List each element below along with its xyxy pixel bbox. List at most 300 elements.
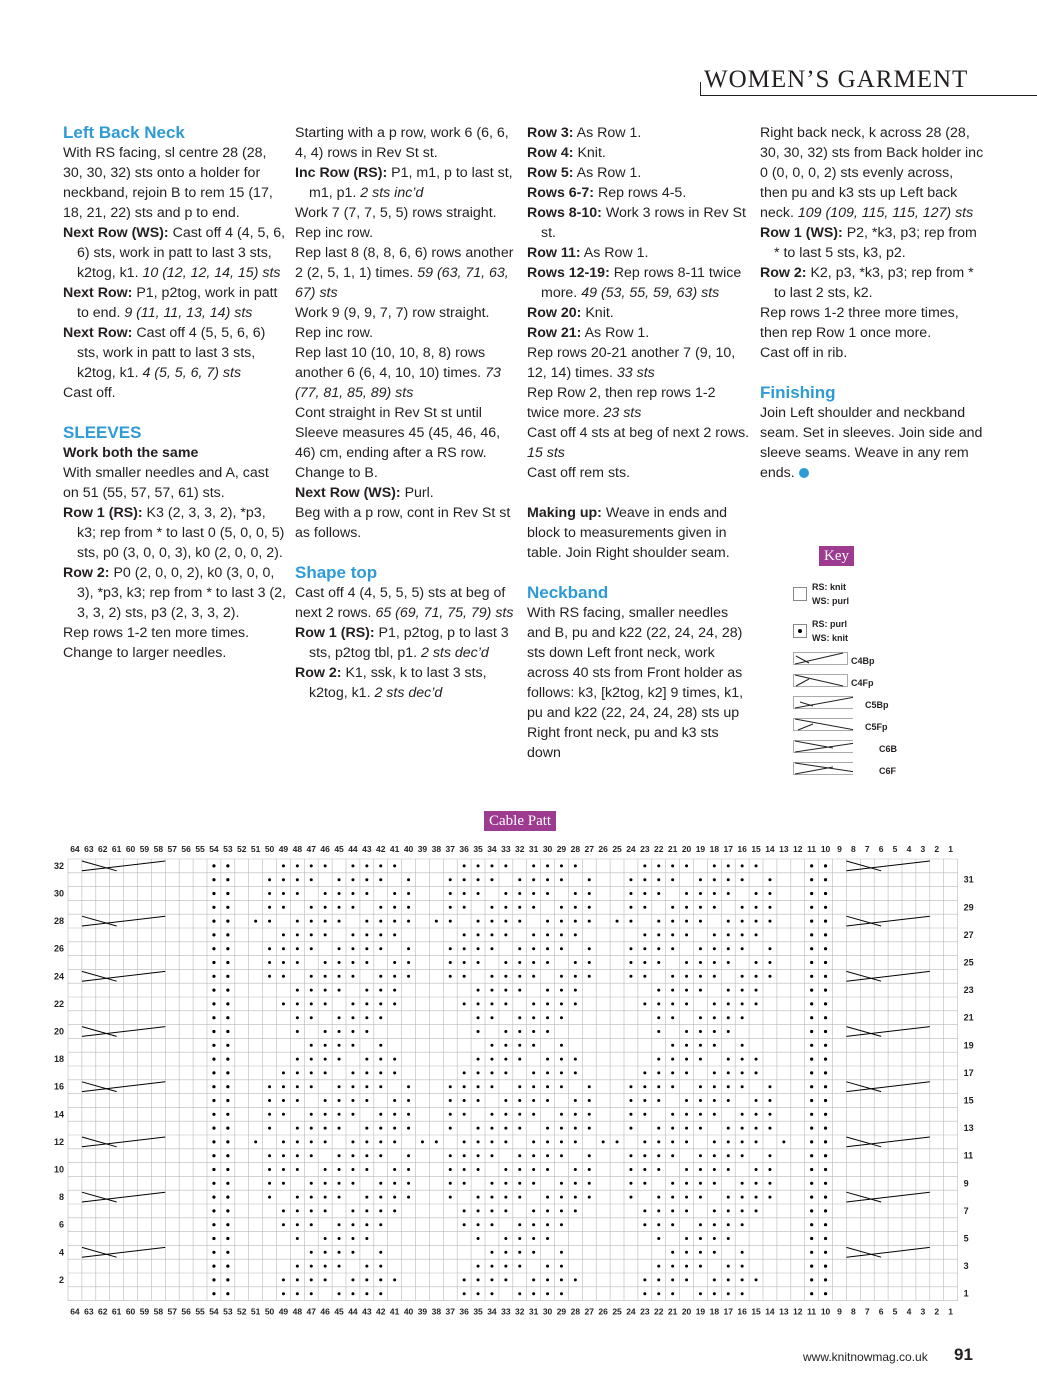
purl-dot <box>463 1085 466 1088</box>
chart-row-label-left: 14 <box>53 1109 64 1120</box>
purl-dot <box>338 1182 341 1185</box>
purl-dot <box>810 1127 813 1130</box>
purl-dot <box>810 1251 813 1254</box>
purl-dot <box>727 920 730 923</box>
purl-dot <box>324 892 327 895</box>
purl-dot <box>212 906 215 909</box>
purl-dot <box>713 864 716 867</box>
purl-dot <box>463 947 466 950</box>
purl-dot <box>546 961 549 964</box>
chart-col-label-bottom: 12 <box>793 1306 803 1317</box>
purl-dot <box>490 975 493 978</box>
purl-dot <box>685 1209 688 1212</box>
purl-dot <box>490 1251 493 1254</box>
purl-dot <box>351 1002 354 1005</box>
chart-col-label-bottom: 58 <box>153 1306 164 1317</box>
purl-dot <box>379 1154 382 1157</box>
purl-dot <box>351 1071 354 1074</box>
purl-dot <box>282 1223 285 1226</box>
purl-dot <box>351 1223 354 1226</box>
purl-dot <box>365 1265 368 1268</box>
purl-dot <box>685 1265 688 1268</box>
chart-col-label-bottom: 33 <box>501 1306 511 1317</box>
purl-dot <box>560 1278 563 1281</box>
cable-cross <box>846 1137 881 1147</box>
purl-dot <box>324 1265 327 1268</box>
purl-dot <box>393 961 396 964</box>
purl-dot <box>560 864 563 867</box>
purl-dot <box>226 1251 229 1254</box>
purl-dot <box>351 1044 354 1047</box>
chart-row-label-right: 3 <box>963 1261 969 1272</box>
chart-col-label-bottom: 8 <box>850 1306 856 1317</box>
purl-dot <box>657 1030 660 1033</box>
cable-cross <box>82 1247 117 1257</box>
cable-cross <box>846 1082 881 1092</box>
chart-col-label-bottom: 2 <box>934 1306 940 1317</box>
purl-dot <box>671 878 674 881</box>
purl-dot <box>810 1237 813 1240</box>
purl-dot <box>296 1168 299 1171</box>
purl-dot <box>296 1278 299 1281</box>
cable-cross <box>846 971 881 981</box>
purl-dot <box>365 1099 368 1102</box>
purl-dot <box>574 989 577 992</box>
chart-col-label-top: 34 <box>487 844 497 854</box>
chart-col-label-top: 13 <box>779 844 789 854</box>
purl-dot <box>518 1030 521 1033</box>
purl-dot <box>727 892 730 895</box>
purl-dot <box>699 975 702 978</box>
purl-dot <box>768 1085 771 1088</box>
purl-dot <box>504 1099 507 1102</box>
purl-dot <box>699 1127 702 1130</box>
purl-dot <box>338 1099 341 1102</box>
purl-dot <box>699 1223 702 1226</box>
purl-dot <box>449 1196 452 1199</box>
purl-dot <box>338 1127 341 1130</box>
chart-col-label-top: 41 <box>389 844 400 854</box>
purl-dot <box>351 975 354 978</box>
purl-dot <box>727 878 730 881</box>
purl-dot <box>490 906 493 909</box>
chart-col-label-bottom: 63 <box>84 1306 94 1317</box>
next-row: Next Row: P1, p2tog, work in patt to end. 9 (11, 11, 13, 14) sts <box>63 285 278 321</box>
chart-col-label-bottom: 47 <box>306 1306 316 1317</box>
purl-dot <box>212 1209 215 1212</box>
purl-dot <box>699 1099 702 1102</box>
purl-dot <box>282 892 285 895</box>
purl-dot <box>393 1168 396 1171</box>
purl-dot <box>324 1113 327 1116</box>
purl-dot <box>810 1030 813 1033</box>
purl-dot <box>755 906 758 909</box>
purl-dot <box>727 1016 730 1019</box>
chart-col-label-bottom: 26 <box>598 1306 608 1317</box>
row-5: Row 5: As Row 1. <box>527 165 642 181</box>
chart-row-label-right: 23 <box>963 985 974 996</box>
purl-dot <box>379 975 382 978</box>
purl-dot <box>268 1154 271 1157</box>
purl-dot <box>685 1251 688 1254</box>
cast-off-rem: Cast off rem sts. <box>527 465 631 481</box>
chart-col-label-top: 35 <box>473 844 483 854</box>
purl-dot <box>699 989 702 992</box>
purl-dot <box>212 892 215 895</box>
chart-row-label-left: 4 <box>58 1247 64 1258</box>
purl-dot <box>741 947 744 950</box>
purl-dot <box>713 947 716 950</box>
purl-dot <box>212 1113 215 1116</box>
purl-dot <box>226 1154 229 1157</box>
purl-dot <box>268 878 271 881</box>
purl-dot <box>741 933 744 936</box>
purl-dot <box>671 1251 674 1254</box>
chart-col-label-bottom: 25 <box>612 1306 622 1317</box>
chart-col-label-bottom: 42 <box>376 1306 386 1317</box>
purl-dot <box>713 1278 716 1281</box>
purl-dot <box>324 1237 327 1240</box>
purl-dot <box>518 1196 521 1199</box>
cable-cross <box>82 861 117 871</box>
chart-col-label-top: 48 <box>292 844 303 854</box>
purl-dot <box>727 989 730 992</box>
purl-dot <box>741 1223 744 1226</box>
chart-col-label-bottom: 21 <box>667 1306 678 1317</box>
purl-dot <box>379 1278 382 1281</box>
purl-dot <box>546 1071 549 1074</box>
purl-dot <box>504 1168 507 1171</box>
purl-dot <box>657 1237 660 1240</box>
purl-dot <box>296 1058 299 1061</box>
purl-dot <box>643 1168 646 1171</box>
purl-dot <box>643 1154 646 1157</box>
purl-dot <box>477 1168 480 1171</box>
purl-dot <box>490 864 493 867</box>
purl-dot <box>532 1251 535 1254</box>
purl-dot <box>532 947 535 950</box>
purl-dot <box>449 1154 452 1157</box>
purl-dot <box>282 1168 285 1171</box>
key-cable-5: C6B <box>879 744 898 754</box>
purl-dot <box>504 1030 507 1033</box>
purl-dot <box>685 1127 688 1130</box>
purl-dot <box>365 892 368 895</box>
purl-dot <box>810 1265 813 1268</box>
purl-dot <box>671 1113 674 1116</box>
purl-dot <box>824 1030 827 1033</box>
purl-dot <box>532 1071 535 1074</box>
purl-dot <box>727 1223 730 1226</box>
purl-dot <box>685 1168 688 1171</box>
purl-dot <box>560 878 563 881</box>
purl-dot <box>629 920 632 923</box>
purl-dot <box>713 1182 716 1185</box>
purl-dot <box>713 1030 716 1033</box>
chart-col-label-bottom: 55 <box>195 1306 205 1317</box>
purl-dot <box>741 906 744 909</box>
beg-p-row: Beg with a p row, cont in Rev St st as follows. <box>295 505 511 541</box>
purl-dot <box>588 1182 591 1185</box>
purl-dot <box>463 1140 466 1143</box>
purl-dot <box>226 1292 229 1295</box>
purl-dot <box>212 1251 215 1254</box>
purl-dot <box>810 1292 813 1295</box>
purl-dot <box>643 975 646 978</box>
purl-dot <box>504 989 507 992</box>
purl-dot <box>477 989 480 992</box>
purl-dot <box>824 1168 827 1171</box>
purl-dot <box>379 1140 382 1143</box>
chart-row-label-right: 1 <box>963 1288 969 1299</box>
chart-col-label-top: 2 <box>934 844 940 854</box>
purl-dot <box>727 1237 730 1240</box>
purl-dot <box>657 1071 660 1074</box>
purl-dot <box>296 920 299 923</box>
chart-col-label-top: 63 <box>84 844 94 854</box>
purl-dot <box>296 947 299 950</box>
purl-dot <box>532 906 535 909</box>
purl-dot <box>365 878 368 881</box>
chart-col-label-bottom: 57 <box>167 1306 177 1317</box>
chart-col-label-bottom: 61 <box>111 1306 122 1317</box>
purl-dot <box>699 1168 702 1171</box>
purl-dot <box>713 961 716 964</box>
purl-dot <box>518 1251 521 1254</box>
purl-dot <box>755 975 758 978</box>
purl-dot <box>546 892 549 895</box>
chart-row-label-left: 18 <box>53 1054 64 1065</box>
purl-dot <box>768 1182 771 1185</box>
purl-dot <box>226 1016 229 1019</box>
purl-dot <box>546 1223 549 1226</box>
purl-dot <box>338 1044 341 1047</box>
purl-dot <box>671 906 674 909</box>
purl-dot <box>379 1113 382 1116</box>
purl-dot <box>365 1085 368 1088</box>
purl-dot <box>463 1209 466 1212</box>
purl-dot <box>351 892 354 895</box>
purl-dot <box>699 1265 702 1268</box>
purl-dot <box>657 933 660 936</box>
rep-last-1: Rep last 8 (8, 8, 6, 6) rows another 2 (2, 5, 1, 1) times. 59 (63, 71, 63, 67) sts <box>295 245 514 301</box>
purl-dot <box>449 906 452 909</box>
purl-dot <box>755 1278 758 1281</box>
chart-col-label-top: 52 <box>237 844 247 854</box>
chart-col-label-bottom: 34 <box>487 1306 497 1317</box>
chart-col-label-top: 10 <box>820 844 831 854</box>
purl-dot <box>296 1209 299 1212</box>
purl-dot <box>296 1030 299 1033</box>
cast-off-4: Cast off 4 sts at beg of next 2 rows. 15 sts <box>527 425 750 461</box>
purl-dot <box>518 989 521 992</box>
purl-dot <box>226 933 229 936</box>
purl-dot <box>560 1223 563 1226</box>
purl-dot <box>657 920 660 923</box>
purl-dot <box>810 920 813 923</box>
sleeves-row-2: Row 2: P0 (2, 0, 0, 2), k0 (3, 0, 0, 3), *p3, k3; rep from * to last 3 (2, 3, 3, 2) sts, p3 (2, 3, 3, 2). <box>63 565 286 621</box>
purl-dot <box>268 961 271 964</box>
purl-dot <box>477 947 480 950</box>
purl-dot <box>629 1182 632 1185</box>
purl-dot <box>741 1016 744 1019</box>
cable-cross <box>846 1247 881 1257</box>
purl-dot <box>268 975 271 978</box>
chart-col-label-bottom: 56 <box>181 1306 191 1317</box>
purl-dot <box>741 1085 744 1088</box>
rep-inc-1: Rep inc row. <box>295 225 374 241</box>
purl-dot <box>379 1044 382 1047</box>
purl-dot <box>657 1016 660 1019</box>
purl-dot <box>727 1071 730 1074</box>
purl-dot <box>351 906 354 909</box>
chart-col-label-top: 51 <box>250 844 261 854</box>
purl-dot <box>518 1044 521 1047</box>
purl-dot <box>518 1265 521 1268</box>
chart-col-label-bottom: 43 <box>362 1306 372 1317</box>
purl-dot <box>671 1154 674 1157</box>
purl-dot <box>546 1030 549 1033</box>
purl-dot <box>574 1113 577 1116</box>
purl-dot <box>574 1127 577 1130</box>
purl-dot <box>755 933 758 936</box>
purl-dot <box>324 1196 327 1199</box>
purl-dot <box>629 906 632 909</box>
purl-dot <box>490 878 493 881</box>
purl-dot <box>671 1002 674 1005</box>
purl-dot <box>755 1071 758 1074</box>
purl-dot <box>449 878 452 881</box>
purl-dot <box>407 892 410 895</box>
purl-dot <box>560 933 563 936</box>
purl-dot <box>643 1223 646 1226</box>
purl-dot <box>574 961 577 964</box>
chart-row-label-right: 25 <box>963 957 974 968</box>
purl-dot <box>741 1002 744 1005</box>
chart-col-label-bottom: 40 <box>403 1306 414 1317</box>
purl-dot <box>546 1196 549 1199</box>
purl-dot <box>518 1058 521 1061</box>
purl-dot <box>560 989 563 992</box>
purl-dot <box>351 947 354 950</box>
purl-dot <box>768 975 771 978</box>
purl-dot <box>643 1071 646 1074</box>
purl-dot <box>546 1168 549 1171</box>
purl-dot <box>671 1223 674 1226</box>
purl-dot <box>713 1237 716 1240</box>
key-cable-4: C5Fp <box>865 722 888 732</box>
purl-dot <box>226 1085 229 1088</box>
purl-dot <box>477 1140 480 1143</box>
purl-dot <box>338 1196 341 1199</box>
chart-col-label-bottom: 36 <box>459 1306 469 1317</box>
purl-dot <box>351 878 354 881</box>
chart-col-label-bottom: 28 <box>570 1306 581 1317</box>
purl-dot <box>477 1058 480 1061</box>
purl-dot <box>393 920 396 923</box>
page-number: 91 <box>954 1345 973 1364</box>
purl-dot <box>713 1002 716 1005</box>
purl-dot <box>338 961 341 964</box>
purl-dot <box>741 1292 744 1295</box>
chart-col-label-bottom: 7 <box>864 1306 870 1317</box>
purl-dot <box>310 1058 313 1061</box>
purl-dot <box>268 1196 271 1199</box>
purl-dot <box>768 1113 771 1116</box>
purl-dot <box>324 1209 327 1212</box>
chart-col-label-top: 54 <box>209 844 219 854</box>
chart-col-label-top: 1 <box>948 844 954 854</box>
purl-dot <box>407 1168 410 1171</box>
cast-off-rib: Cast off in rib. <box>760 345 848 361</box>
chart-col-label-bottom: 59 <box>139 1306 150 1317</box>
purl-dot <box>810 878 813 881</box>
purl-dot <box>490 1127 493 1130</box>
chart-col-label-top: 12 <box>793 844 803 854</box>
purl-dot <box>310 920 313 923</box>
purl-dot <box>546 989 549 992</box>
purl-dot <box>713 878 716 881</box>
purl-dot <box>351 1237 354 1240</box>
purl-dot <box>351 1168 354 1171</box>
purl-dot <box>755 1099 758 1102</box>
purl-dot <box>504 1044 507 1047</box>
purl-dot <box>546 1209 549 1212</box>
purl-dot <box>310 975 313 978</box>
shape-top-row-1: Row 1 (RS): P1, p2tog, p to last 3 sts, p2tog tbl, p1. 2 sts dec’d <box>295 625 509 661</box>
purl-dot <box>324 1058 327 1061</box>
purl-dot <box>449 1113 452 1116</box>
purl-dot <box>560 947 563 950</box>
purl-dot <box>824 1182 827 1185</box>
purl-dot <box>324 1002 327 1005</box>
purl-dot <box>296 1085 299 1088</box>
purl-dot <box>546 1278 549 1281</box>
purl-dot <box>338 1292 341 1295</box>
purl-dot <box>310 1265 313 1268</box>
purl-dot <box>810 975 813 978</box>
purl-dot <box>212 989 215 992</box>
purl-dot <box>518 920 521 923</box>
purl-dot <box>254 1140 257 1143</box>
chart-col-label-top: 55 <box>195 844 205 854</box>
purl-dot <box>755 1182 758 1185</box>
purl-dot <box>755 989 758 992</box>
purl-dot <box>282 1154 285 1157</box>
purl-dot <box>546 1058 549 1061</box>
purl-dot <box>546 947 549 950</box>
purl-dot <box>532 1223 535 1226</box>
purl-dot <box>338 1237 341 1240</box>
purl-dot <box>310 1251 313 1254</box>
purl-dot <box>477 1223 480 1226</box>
purl-dot <box>560 1154 563 1157</box>
purl-dot <box>407 878 410 881</box>
purl-dot <box>810 1209 813 1212</box>
purl-dot <box>810 933 813 936</box>
chart-col-label-bottom: 22 <box>654 1306 664 1317</box>
purl-dot <box>574 864 577 867</box>
cable-cross <box>82 1082 117 1092</box>
left-back-neck-heading: Left Back Neck <box>63 123 185 142</box>
purl-dot <box>393 1058 396 1061</box>
purl-dot <box>393 864 396 867</box>
purl-dot <box>560 975 563 978</box>
purl-dot <box>532 1030 535 1033</box>
chart-row-label-right: 19 <box>963 1040 974 1051</box>
purl-dot <box>810 989 813 992</box>
purl-dot <box>671 1196 674 1199</box>
